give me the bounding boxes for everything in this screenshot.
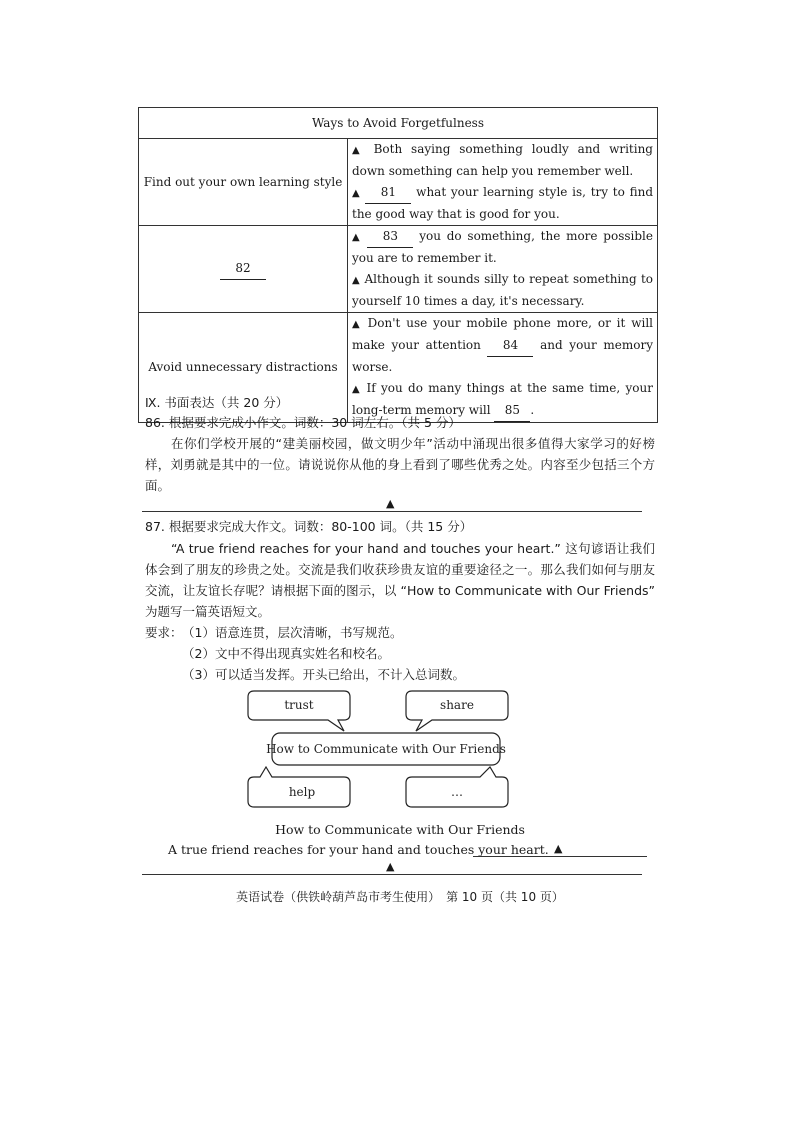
tip-text: and your memory worse. xyxy=(352,338,653,374)
tip-text: you do something, the more possible you are to remember it. xyxy=(352,229,653,265)
tip xyxy=(352,313,653,378)
row-tips xyxy=(348,313,658,423)
requirement-item: （1）语意连贯，层次清晰，书写规范。 xyxy=(182,625,403,640)
essay-body-line[interactable] xyxy=(142,874,642,875)
tip-text: If you do many things at the same time, your long-term memory will xyxy=(352,381,653,417)
tip-text: Don't use your mobile phone more, or it will make your attention xyxy=(352,316,654,352)
essay-answer-line[interactable] xyxy=(473,856,647,857)
answer-blank-84[interactable]: 84 xyxy=(487,335,533,357)
triangle-marker: ▲ xyxy=(352,275,361,286)
row-heading xyxy=(139,226,348,313)
q87-heading: 87. 根据要求完成大作文。词数：80-100 词。（共 15 分） xyxy=(145,519,473,534)
row-tips xyxy=(348,139,658,226)
essay-start: A true friend reaches for your hand and touches your heart. xyxy=(168,842,549,857)
bubble-label: share xyxy=(440,698,474,712)
essay-answer-marker: ▲ xyxy=(554,842,563,855)
bubble-label: … xyxy=(451,785,463,799)
q86-answer-line[interactable] xyxy=(142,511,642,512)
triangle-marker: ▲ xyxy=(352,188,361,199)
answer-blank-81[interactable]: 81 xyxy=(365,182,411,204)
bubble-help xyxy=(248,767,350,807)
page-footer: 英语试卷（供铁岭葫芦岛市考生使用） 第 10 页（共 10 页） xyxy=(236,890,564,904)
triangle-marker: ▲ xyxy=(352,319,362,330)
row-tips xyxy=(348,226,658,313)
center-topic: How to Communicate with Our Friends xyxy=(266,742,506,756)
tip-text: what your learning style is, try to find the good way that is good for you. xyxy=(352,185,653,221)
tip xyxy=(352,226,653,269)
tip xyxy=(352,269,653,312)
mind-map-diagram xyxy=(240,685,560,817)
q86-answer-marker: ▲ xyxy=(386,497,395,510)
tip xyxy=(352,182,653,225)
triangle-marker: ▲ xyxy=(352,384,362,395)
triangle-marker: ▲ xyxy=(352,145,365,156)
bubble-share xyxy=(406,691,508,731)
row-heading: Find out your own learning style xyxy=(139,139,348,226)
essay-body-marker: ▲ xyxy=(386,860,395,873)
row-heading: Avoid unnecessary distractions xyxy=(139,313,348,423)
bubble-label: help xyxy=(288,785,316,799)
q86-heading: 86. 根据要求完成小作文。词数：30 词左右。（共 5 分） xyxy=(145,415,461,430)
triangle-marker: ▲ xyxy=(352,232,362,243)
forgetfulness-table xyxy=(138,107,658,423)
table-row xyxy=(139,139,658,226)
table-row xyxy=(139,226,658,313)
table-title: Ways to Avoid Forgetfulness xyxy=(139,108,658,139)
answer-blank-82[interactable]: 82 xyxy=(220,258,266,280)
answer-blank-83[interactable]: 83 xyxy=(367,226,413,248)
tip-text: Although it sounds silly to repeat something to yourself 10 times a day, it's necessary. xyxy=(352,272,654,308)
section-heading: Ⅸ. 书面表达（共 20 分） xyxy=(145,395,289,410)
bubble-trust xyxy=(248,691,350,731)
tip xyxy=(352,139,653,182)
q86-body: 在你们学校开展的“建美丽校园，做文明少年”活动中涌现出很多值得大家学习的好榜样，刘勇就是其中的一位。请说说你从他的身上看到了哪些优秀之处。内容至少包括三个方面。 xyxy=(145,436,655,493)
bubble-label: trust xyxy=(284,698,314,712)
requirements-label: 要求： xyxy=(145,625,183,640)
q87-body: “A true friend reaches for your hand and touches your heart.” 这句谚语让我们体会到了朋友的珍贵之处。交流是我们收获珍贵友谊的重要途径之一。那么我们如何与朋友交流，让友谊长存呢？请根据下面的图示，以 “How to Communicate with Our Friends” 为题写一篇英语短文。 xyxy=(145,541,655,619)
requirement-item: （3）可以适当发挥。开头已给出，不计入总词数。 xyxy=(182,667,465,682)
tip-text: Both saying something loudly and writing down something can help you remember well. xyxy=(352,142,653,178)
center-topic-box xyxy=(266,733,506,765)
answer-blank-85[interactable]: 85 xyxy=(494,400,530,422)
tip-text: . xyxy=(530,403,535,417)
bubble-more xyxy=(406,767,508,807)
requirement-item: （2）文中不得出现真实姓名和校名。 xyxy=(182,646,390,661)
essay-title: How to Communicate with Our Friends xyxy=(275,822,525,837)
